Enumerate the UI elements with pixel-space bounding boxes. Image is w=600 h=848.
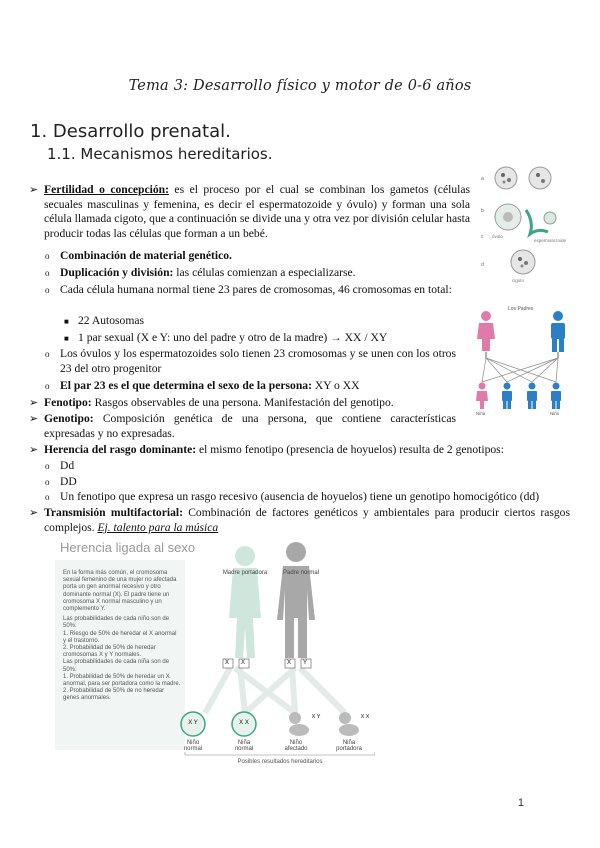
- square-bullet: ■: [64, 334, 69, 343]
- fig3-mother-label: Madre portadora: [222, 570, 268, 576]
- bullet-phenotype: Fenotipo: Rasgos observables de una persona. Manifestación del genotipo.: [44, 396, 394, 409]
- fig1-ovule-label: óvulo: [492, 234, 503, 239]
- fig1-label-c: c: [481, 234, 484, 240]
- fig3-chromo-x1: X: [225, 660, 230, 666]
- fig3-chromo-y: Y: [303, 660, 308, 666]
- fig2-girl-label: Niña: [476, 411, 486, 416]
- fig1-label-d: d: [481, 262, 484, 268]
- bullet-genotype: Genotipo: Composición genética de una persona, que contiene características expresadas y no expresadas.: [44, 412, 456, 440]
- fig3-child4-chromo: X X: [360, 714, 370, 720]
- sub-gametes: Los óvulos y los espermatozoides solo tienen 23 cromosomas y se unen con los otros 23 del otro progenitor: [60, 347, 456, 375]
- bullet-dominant: Herencia del rasgo dominante: el mismo fenotipo (presencia de hoyuelos) resulta de 2 genotipos:: [44, 443, 504, 456]
- circle-bullet: o: [45, 492, 50, 502]
- circle-bullet: o: [45, 251, 50, 261]
- fig3-chromo-x2: X: [241, 660, 246, 666]
- genotype-Dd: Dd: [60, 459, 75, 472]
- arrow-bullet: ➢: [29, 507, 39, 519]
- genotype-DD: DD: [60, 475, 77, 488]
- square-item-autosomes: 22 Autosomas: [78, 314, 145, 327]
- term-fertility: Fertilidad o concepción:: [44, 183, 169, 196]
- fig3-child1-chromo: X Y: [188, 720, 198, 726]
- fig3-explanation: En la forma más común, el cromosoma sexual femenino de una mujer no afectada porta un gen anormal recesivo y otro dominante normal (X). El padre tiene un cromosoma X normal masculino y un complemento Y. Las probabilidades de cada niño son de 50%: 1. Riesgo de 50% de heredar el X anormal y el trastorno. 2. Probabilidad de 50% de heredar cromosomas X y Y normales. Las probabilidades de cada niña son de 50%: 1. Probabilidad de 50% de heredar un X anormal, para ser portadora como la madre. 2. Probabilidad de 50% de no heredar genes anormales.: [63, 570, 181, 702]
- document-title: Tema 3: Desarrollo físico y motor de 0-6 años: [128, 78, 472, 94]
- fig1-label-a: a: [481, 176, 484, 182]
- arrow-bullet: ➢: [29, 397, 39, 409]
- circle-bullet: o: [45, 477, 50, 487]
- sex-linked-inheritance-figure: [55, 538, 375, 780]
- subsection-heading: 1.1. Mecanismos hereditarios.: [47, 145, 273, 163]
- arrow-bullet: ➢: [29, 184, 39, 196]
- genotype-dd: Un fenotipo que expresa un rasgo recesivo (ausencia de hoyuelos) tiene un genotipo homocigótico (dd): [60, 490, 540, 503]
- fig3-father-label: Padre normal: [282, 570, 320, 576]
- sub-chromosomes: Cada célula humana normal tiene 23 pares de cromosomas, 46 cromosomas en total:: [60, 283, 452, 296]
- circle-bullet: o: [45, 268, 50, 278]
- circle-bullet: o: [45, 285, 50, 295]
- square-item-sexual-pair: 1 par sexual (X e Y: uno del padre y otro de la madre) → XX / XY: [78, 331, 388, 344]
- bullet-multifactorial: Transmisión multifactorial: Combinación de factores genéticos y ambientales para producir ciertos rasgos complejos. Ej. talento para la música: [44, 506, 570, 534]
- fig3-caption: Posibles resultados hereditarios: [237, 759, 323, 765]
- fig1-sperm-label: espermatozoide: [534, 238, 567, 243]
- fig3-child3-chromo: X Y: [311, 714, 321, 720]
- arrow-bullet: ➢: [29, 413, 39, 425]
- circle-bullet: o: [45, 381, 50, 391]
- sub-duplication: Duplicación y división: las células comienzan a especializarse.: [60, 266, 356, 279]
- circle-bullet: o: [45, 461, 50, 471]
- fig2-boy-label: Niño: [550, 411, 560, 416]
- arrow-bullet: ➢: [29, 444, 39, 456]
- pedigree-figure: [470, 302, 580, 417]
- fig1-zygote-label: cigoto: [512, 278, 525, 283]
- square-bullet: ■: [64, 317, 69, 326]
- page-number: 1: [517, 797, 524, 809]
- fig3-child2-chromo: X X: [239, 720, 249, 726]
- sub-combination: Combinación de material genético.: [60, 249, 232, 262]
- fig3-child1-label: Niño normal: [183, 740, 203, 752]
- fig3-child2-label: Niña normal: [234, 740, 254, 752]
- fig3-chromo-x3: X: [287, 660, 292, 666]
- section-heading: 1. Desarrollo prenatal.: [30, 121, 231, 142]
- fig3-child4-label: Niña portadora: [336, 740, 362, 752]
- fertilization-figure: [478, 162, 572, 284]
- fig3-child3-label: Niño afectado: [284, 740, 308, 752]
- sub-pair23: El par 23 es el que determina el sexo de la persona: XY o XX: [60, 379, 360, 392]
- fig2-parents-label: Los Padres: [508, 306, 534, 312]
- circle-bullet: o: [45, 349, 50, 359]
- bullet-fertility: Fertilidad o concepción: es el proceso por el cual se combinan los gametos (células secuales masculinas y femenina, es decir el espermatozoide y óvulo) y forman una sola célula llamada cigoto, que a continuación se divide una y otra vez por división celular hasta producir todas las células que forman a un bebé.: [44, 183, 470, 240]
- fig3-title: Herencia ligada al sexo: [60, 540, 196, 555]
- fig1-label-b: b: [481, 208, 484, 214]
